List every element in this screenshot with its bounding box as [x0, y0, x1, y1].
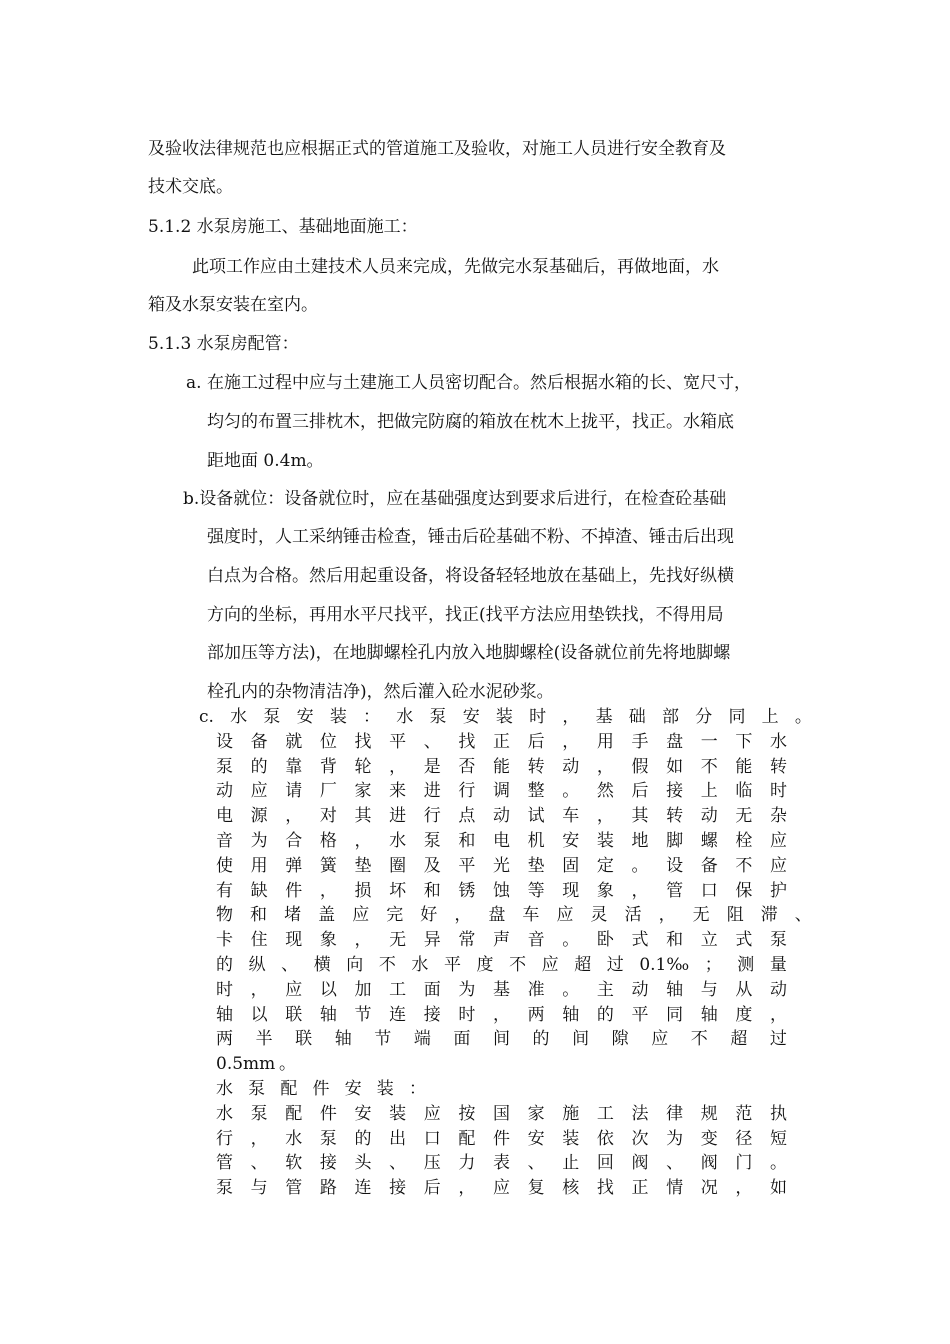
list-item-c-line: 电 源 ， 对 其 进 行 点 动 试 车 ， 其 转 动 无 杂 [216, 806, 787, 827]
list-item-a-line: a. 在施工过程中应与土建施工人员密切配合。然后根据水箱的长、宽尺寸， [186, 373, 751, 393]
list-item-c-line: 行 ， 水 泵 的 出 口 配 件 安 装 依 次 为 变 径 短 [216, 1128, 787, 1149]
list-item-b-line: 白点为合格。然后用起重设备，将设备轻轻地放在基础上，先找好纵横 [207, 566, 734, 586]
list-item-c-line: 轴 以 联 轴 节 连 接 时 ， 两 轴 的 平 同 轴 度 ， [216, 1004, 787, 1025]
list-item-b-line: 部加压等方法)，在地脚螺栓孔内放入地脚螺栓(设备就位前先将地脚螺 [207, 643, 731, 663]
list-item-c-line: 水 泵 配 件 安 装 ： [216, 1079, 426, 1099]
section-heading-5-1-3: 5.1.3 水泵房配管： [148, 334, 299, 354]
list-item-c-line: 0.5mm 。 [216, 1054, 296, 1075]
list-item-c-line: 动 应 请 厂 家 来 进 行 调 整 。 然 后 接 上 临 时 [216, 781, 787, 802]
list-item-c-line: 物 和 堵 盖 应 完 好 ， 盘 车 应 灵 活 ， 无 阻 滞 、 [216, 905, 812, 926]
list-item-c-line: 有 缺 件 ， 损 坏 和 锈 蚀 等 现 象 ， 管 口 保 护 [216, 880, 787, 901]
list-item-c-line: 两 半 联 轴 节 端 面 间 的 间 隙 应 不 超 过 [216, 1029, 787, 1050]
body-text-line: 技术交底。 [148, 177, 233, 197]
list-item-c-line: 音 为 合 格 ， 水 泵 和 电 机 安 装 地 脚 螺 栓 应 [216, 831, 787, 851]
list-item-c-line: 水 泵 配 件 安 装 应 按 国 家 施 工 法 律 规 范 执 [216, 1103, 787, 1124]
list-item-b-line: 强度时，人工采纳锤击检查，锤击后砼基础不粉、不掉渣、锤击后出现 [207, 527, 734, 547]
body-text-line: 箱及水泵安装在室内。 [148, 295, 318, 315]
list-item-c-line: 泵 的 靠 背 轮 ， 是 否 能 转 动 ， 假 如 不 能 转 [216, 756, 787, 777]
list-item-b-line: 栓孔内的杂物清洁净)，然后灌入砼水泥砂浆。 [207, 682, 554, 702]
list-item-b-line: 方向的坐标，再用水平尺找平，找正(找平方法应用垫铁找，不得用局 [207, 605, 724, 625]
list-item-c-line: 设 备 就 位 找 平 、 找 正 后 ， 用 手 盘 一 下 水 [216, 731, 787, 752]
list-item-c-line: 的 纵 、 横 向 不 水 平 度 不 应 超 过 0.1‰ ； 测 量 [216, 955, 787, 975]
list-item-c-line: 卡 住 现 象 ， 无 异 常 声 音 。 卧 式 和 立 式 泵 [216, 930, 787, 951]
section-heading-5-1-2: 5.1.2 水泵房施工、基础地面施工： [148, 217, 418, 237]
body-text-line: 及验收法律规范也应根据正式的管道施工及验收，对施工人员进行安全教育及 [148, 139, 726, 159]
list-item-c-line: 使 用 弹 簧 垫 圈 及 平 光 垫 固 定 。 设 备 不 应 [216, 855, 787, 876]
list-item-a-line: 距地面 0.4m。 [207, 451, 324, 471]
list-item-c-line: 时 ， 应 以 加 工 面 为 基 准 。 主 动 轴 与 从 动 [216, 979, 787, 1000]
list-item-c-line: 管 、 软 接 头 、 压 力 表 、 止 回 阀 、 阀 门 。 [216, 1153, 787, 1174]
list-item-c-line: c. 水 泵 安 装 ： 水 泵 安 装 时 ， 基 础 部 分 同 上 。 [199, 707, 812, 727]
list-item-c-line: 泵 与 管 路 连 接 后 ， 应 复 核 找 正 情 况 ， 如 [216, 1178, 787, 1199]
list-item-b-line: b.设备就位：设备就位时，应在基础强度达到要求后进行，在检查砼基础 [183, 489, 727, 509]
list-item-a-line: 均匀的布置三排枕木，把做完防腐的箱放在枕木上拢平，找正。水箱底 [207, 412, 734, 432]
body-text-line: 此项工作应由土建技术人员来完成，先做完水泵基础后，再做地面，水 [192, 257, 719, 277]
